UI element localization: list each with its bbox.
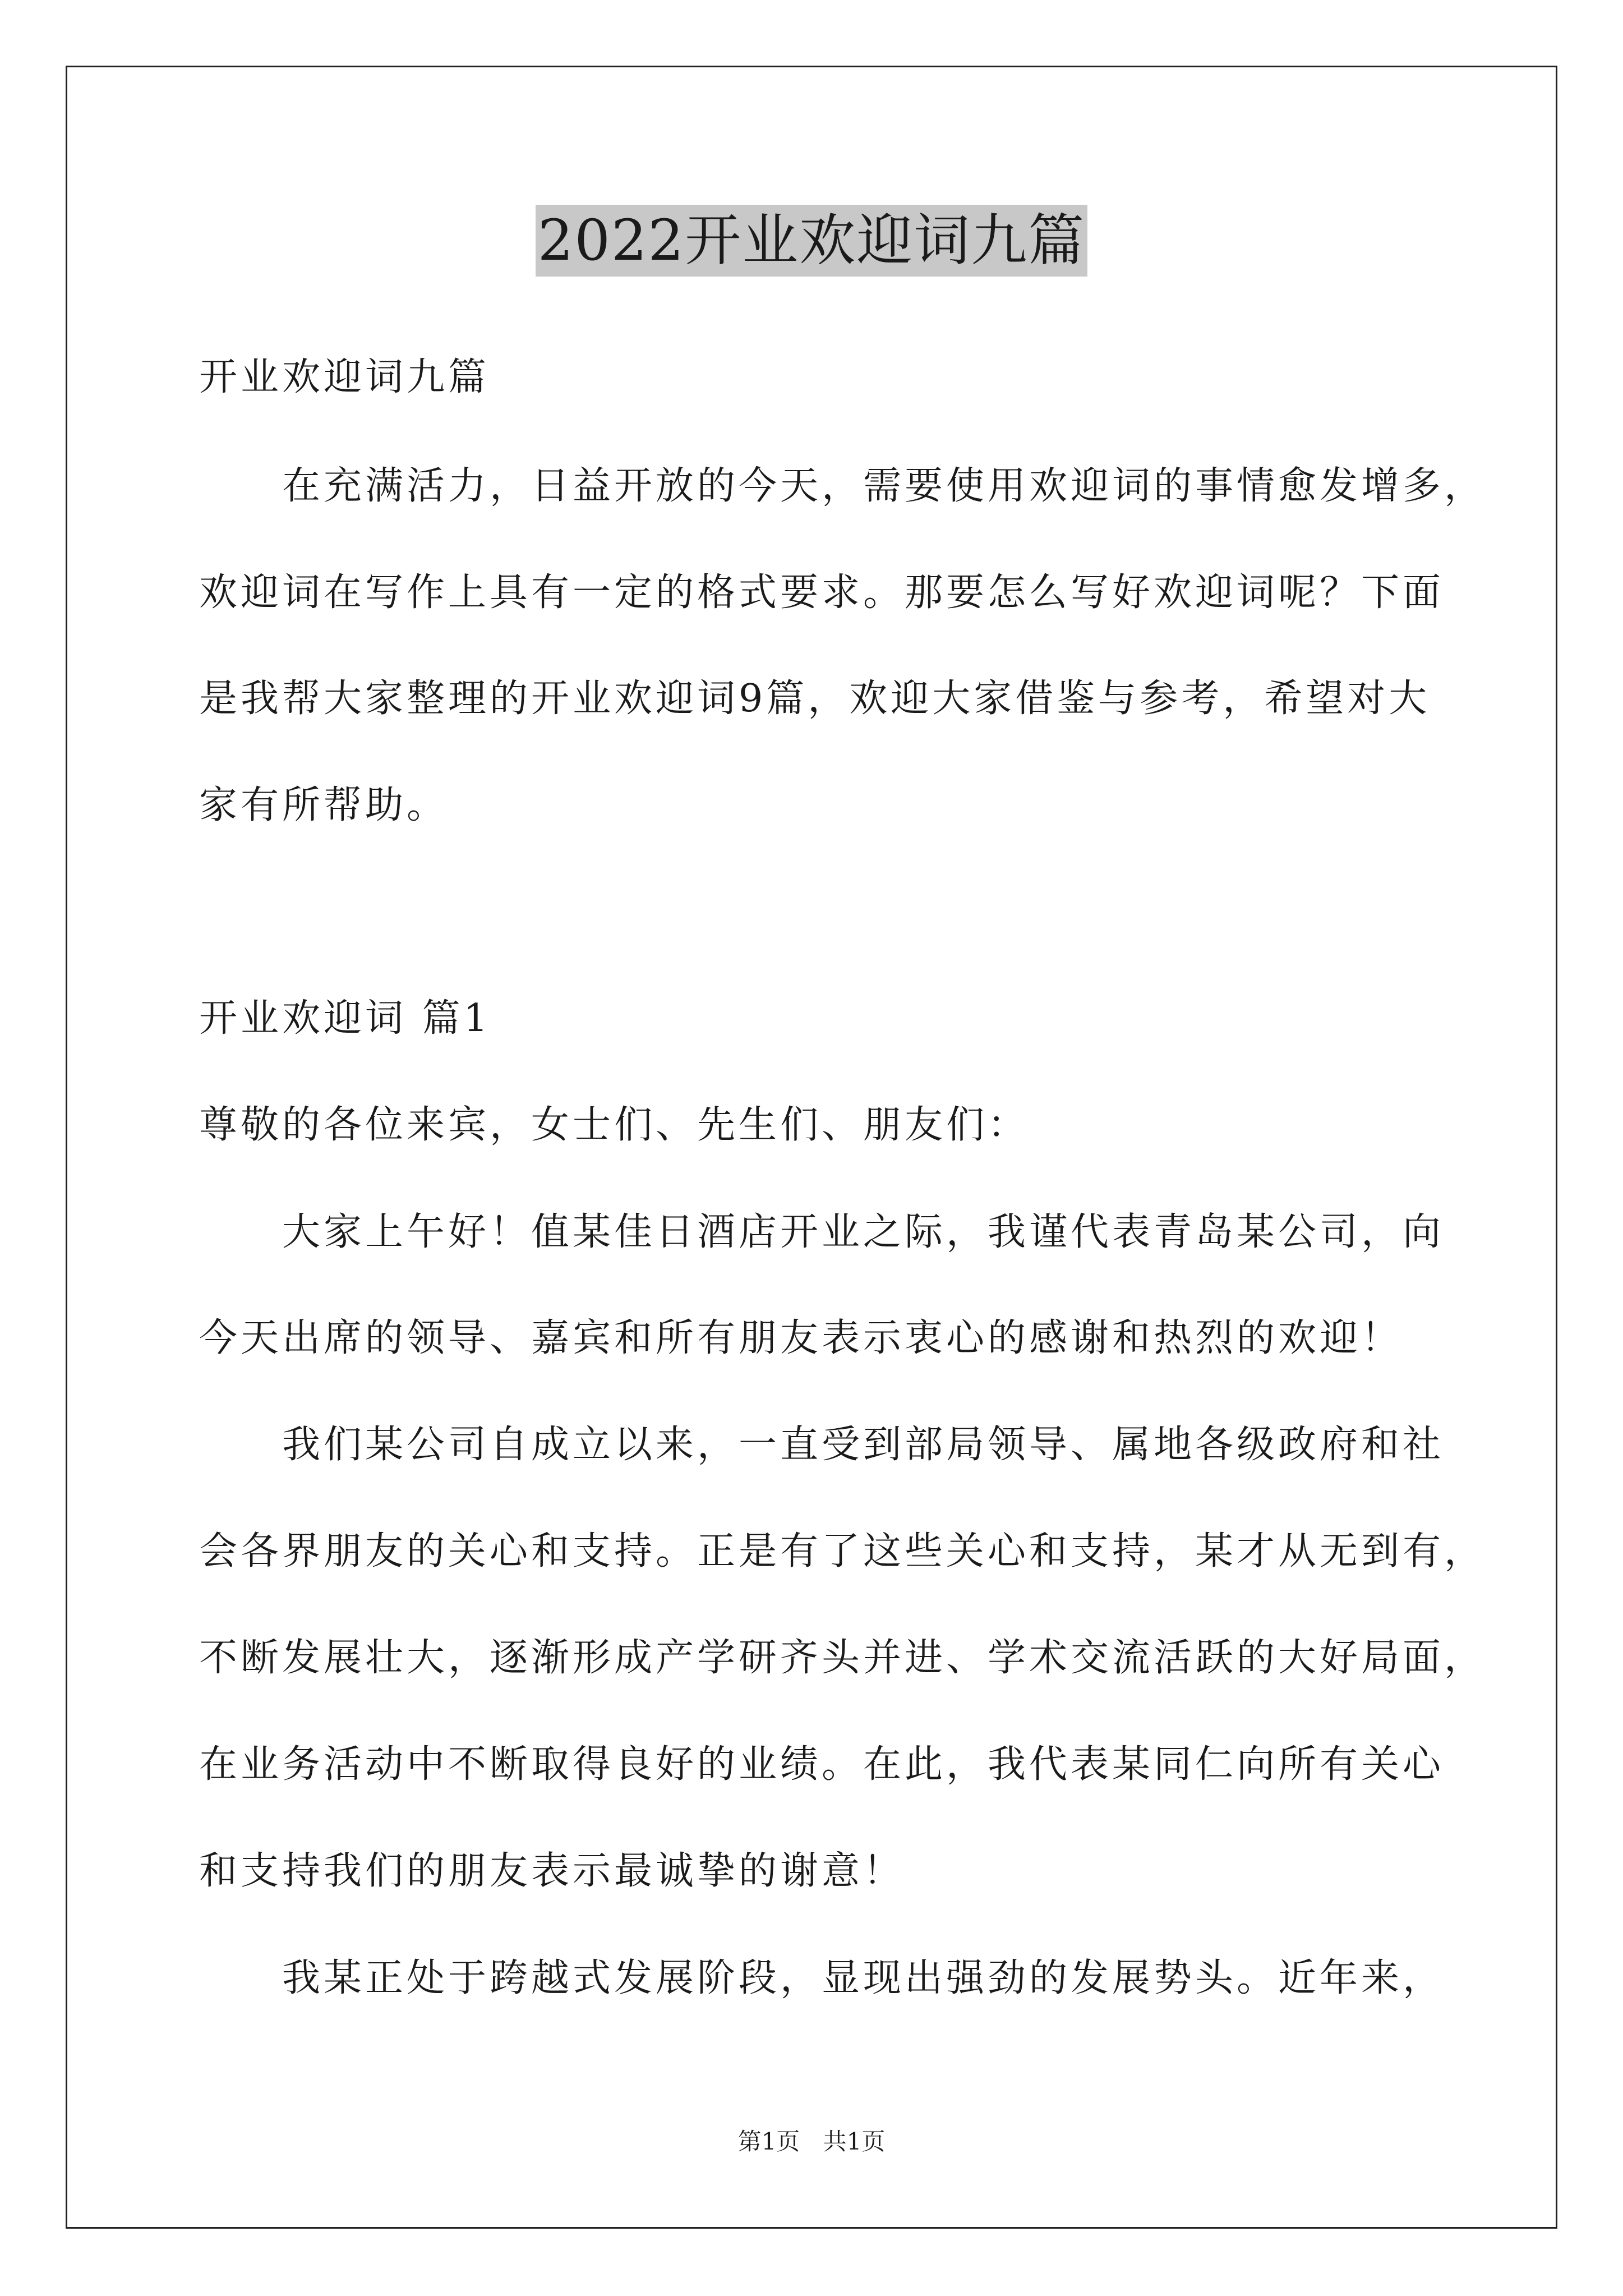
subtitle-line: 开业欢迎词九篇 [199, 355, 490, 399]
paragraph-line: 大家上午好！值某佳日酒店开业之际，我谨代表青岛某公司，向 [282, 1210, 1445, 1254]
paragraph-line: 在充满活力，日益开放的今天，需要使用欢迎词的事情愈发增多， [282, 464, 1486, 508]
paragraph-line: 我某正处于跨越式发展阶段，显现出强劲的发展势头。近年来， [282, 1956, 1445, 2000]
document-title-text: 2022开业欢迎词九篇 [536, 205, 1088, 277]
paragraph-line: 欢迎词在写作上具有一定的格式要求。那要怎么写好欢迎词呢？下面 [199, 570, 1445, 615]
paragraph-line: 不断发展壮大，逐渐形成产学研齐头并进、学术交流活跃的大好局面， [199, 1636, 1486, 1680]
paragraph-line: 是我帮大家整理的开业欢迎词9篇，欢迎大家借鉴与参考，希望对大 [199, 677, 1431, 721]
paragraph-line: 我们某公司自成立以来，一直受到部局领导、属地各级政府和社 [282, 1423, 1445, 1467]
paragraph-line: 在业务活动中不断取得良好的业绩。在此，我代表某同仁向所有关心 [199, 1742, 1445, 1787]
document-title [0, 205, 1623, 277]
section-heading: 开业欢迎词 篇1 [199, 996, 491, 1041]
page-footer [0, 2126, 1623, 2157]
page-total: 共1页 [823, 2128, 886, 2155]
paragraph-line: 会各界朋友的关心和支持。正是有了这些关心和支持，某才从无到有， [199, 1529, 1486, 1573]
paragraph-line: 家有所帮助。 [199, 783, 449, 827]
paragraph-line: 和支持我们的朋友表示最诚挚的谢意！ [199, 1849, 905, 1893]
paragraph-line: 今天出席的领导、嘉宾和所有朋友表示衷心的感谢和热烈的欢迎！ [199, 1316, 1403, 1360]
salutation-line: 尊敬的各位来宾，女士们、先生们、朋友们： [199, 1103, 1030, 1147]
page-number: 第1页 [737, 2128, 800, 2155]
